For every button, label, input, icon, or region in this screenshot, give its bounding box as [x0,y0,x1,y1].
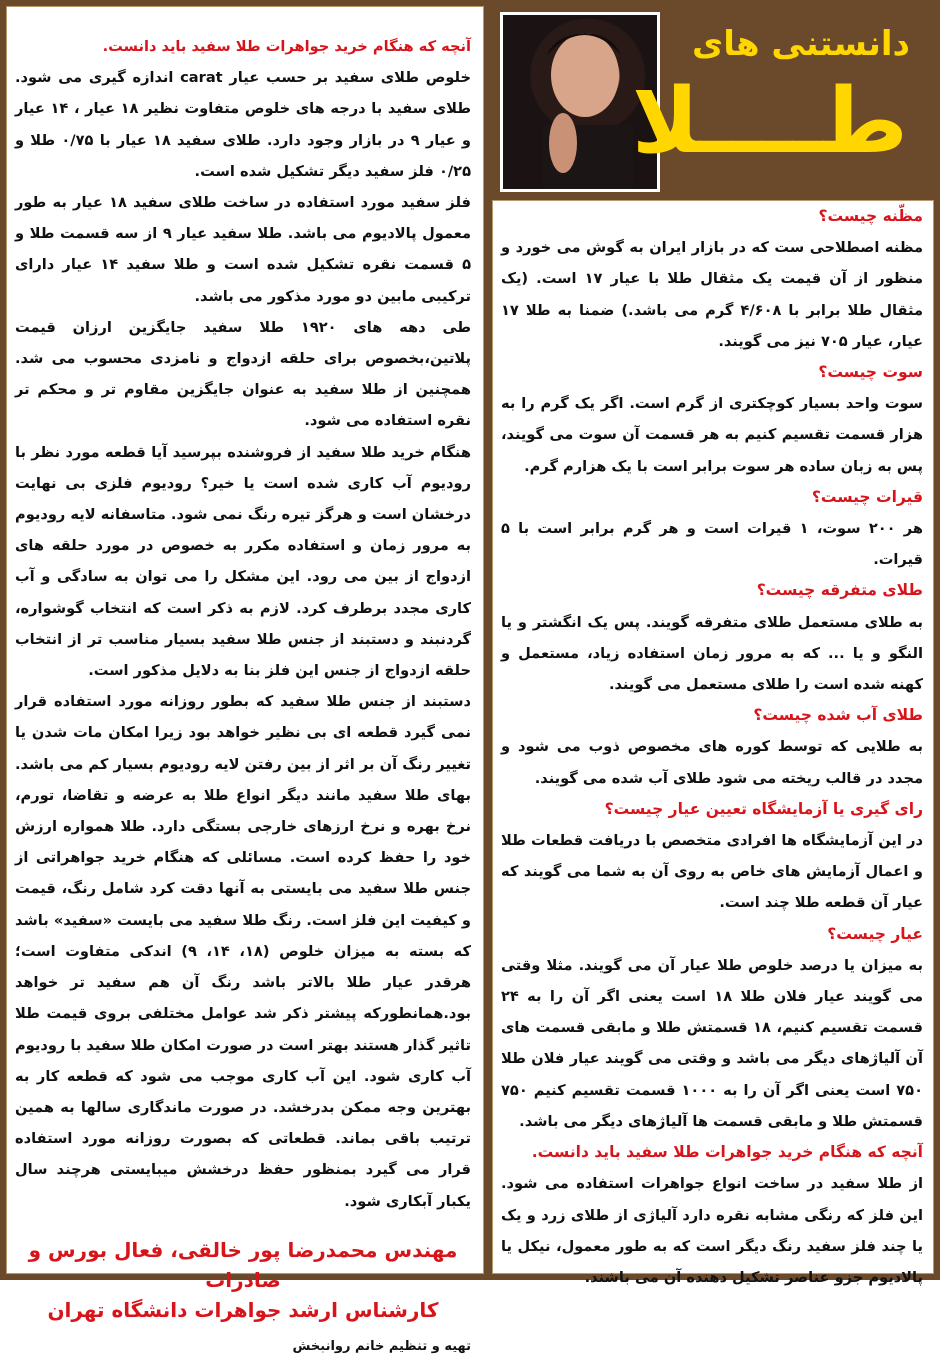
header-banner [492,6,934,196]
section-body: به طلای مستعمل طلای متفرقه گویند. پس یک انگشتر و یا النگو و یا ... که به مرور زمان استفاده زیاد، مستعمل و کهنه شده است را طلای مستعمل می گویند. [501,613,923,694]
section-body: به میزان یا درصد خلوص طلا عیار آن می گویند. مثلا وقتی می گویند عیار فلان طلا ۱۸ است یعنی اگر آن را به ۲۴ قسمت تقسیم کنیم، ۱۸ قسمتش طلا و مابقی قسمت های آن آلیاژهای دیگر می باشد و وقتی می گویند عیار فلان طلا ۷۵۰ است یعنی اگر آن را به ۱۰۰۰ قسمت تقسیم کنیم ۷۵۰ قسمتش طلا و مابقی قسمت ها آلیاژهای دیگر می باشد. [501,956,923,1130]
section-title: آنچه که هنگام خرید جواهرات طلا سفید باید دانست. [531,1143,923,1162]
left-paragraph: دستبند از جنس طلا سفید که بطور روزانه مورد استفاده قرار نمی گیرد قطعه ای بی نظیر خواهد بود زیرا امکان مات شدن یا تغییر رنگ آن بر اثر از بین رفتن لایه رودیوم بسیار کم می باشد. بهای طلا سفید مانند دیگر انواع طلا به عرضه و تقاضا، تورم، نرخ بهره و نرخ ارزهای خارجی بستگی دارد. طلا همواره ارزش خود را حفظ کرده است. مسائلی که هنگام خرید جواهراتی از جنس طلا سفید می بایستی به آنها دقت کرد شامل رنگ، قیمت و کیفیت این فلز است. رنگ طلا سفید می بایست «سفید» باشد که بسته به میزان خلوص (۱۸، ۱۴، ۹) اندکی متفاوت است؛هرقدر عیار طلا بالاتر باشد رنگ آن هم سفید تر خواهد بود.همانطورکه پیشتر ذکر شد عوامل مختلفی بروی قیمت طلا تاثیر گذار هستند بهتر است در صورت امکان طلا سفید با رودیوم آب کاری شود. این آب کاری موجب می شود که قطعه کار به بهترین وجه ممکن بدرخشد. در صورت ماندگاری سالها به همین ترتیب باقی بماند. قطعاتی که بصورت روزانه مورد استفاده قرار می گیرد بمنظور حفظ درخشش میبایستی هرچند سال یکبار آبکاری شود. [15,693,472,1210]
section-body: در این آزمایشگاه ها افرادی متخصص با دریافت قطعات طلا و اعمال آزمایش های خاص به روی آن به شما می گویند که عیار آن قطعه طلا چند است. [501,832,923,912]
section-body: از طلا سفید در ساخت انواع جواهرات استفاده می شود. این فلز که رنگی مشابه نقره دارد آلیاژی از طلای زرد و یک یا چند فلز سفید رنگ دیگر است که به طور معمول، نیکل یا پالادیوم جزو عناصر تشکیل دهنده آن می باشند. [501,1175,923,1286]
section-body: سوت واحد بسیار کوچکتری از گرم است. اگر یک گرم را به هزار قسمت تقسیم کنیم به هر قسمت آن سوت می گویند، پس به زبان ساده هر سوت برابر است با یک هزارم گرم. [501,395,923,475]
section-body: مظنه اصطلاحی ست که در بازار ایران به گوش می خورد و منظور از آن قیمت یک مثقال طلا با عیار ۱۷ است. (یک مثقال طلا برابر با ۴/۶۰۸ گرم می باشد.) ضمنا به طلا ۱۷ عیار، عیار ۷۰۵ نیز می گویند. [501,239,924,350]
section-title: سوت چیست؟ [818,363,923,382]
section-body: هر ۲۰۰ سوت، ۱ قیرات است و هر گرم برابر است با ۵ قیرات. [501,520,923,569]
credit-line: تهیه و تنظیم خانم روانبخش [292,1338,471,1354]
author-signature-line1: مهندس محمدرضا پور خالقی، فعال بورس و صادرات [28,1237,458,1292]
author-signature-line2: کارشناس ارشد جواهرات دانشگاه تهران [47,1297,439,1322]
section-title: عیار چیست؟ [827,924,923,943]
section-body: به طلایی که توسط کوره های مخصوص ذوب می شود و مجدد در قالب ریخته می شود طلای آب شده می گویند. [501,738,923,787]
left-paragraph: هنگام خرید طلا سفید از فروشنده بپرسید آیا قطعه مورد نظر با رودیوم آب کاری شده است یا خیر؟ رودیوم فلزی بی نهایت درخشان است و هرگز تیره رنگ نمی شود. متاسفانه لایه رودیوم به مرور زمان و استفاده مکرر به خصوص در مورد حلقه های ازدواج از بین می رود. این مشکل را می توان به سادگی و آب کاری مجدد برطرف کرد. لازم به ذکر است که انتخاب گوشواره، گردنبند و دستبند از جنس طلا سفید بسیار مناسب تر از انتخاب حلقه ازدواج از جنس این فلز بنا به دلایل مذکور است. [15,443,471,680]
section-title: رای گیری یا آزمایشگاه تعیین عیار چیست؟ [604,799,923,818]
section-title: طلای متفرقه چیست؟ [756,581,923,600]
left-paragraph: فلز سفید مورد استفاده در ساخت طلای سفید ۱۸ عیار به طور معمول پالادیوم می باشد. طلا سفید عیار ۹ از سه قسمت طلا و ۵ قسمت نقره تشکیل شده است و طلا سفید ۱۴ عیار دارای ترکیبی مابین دو مورد مذکور می باشد. [15,194,472,305]
left-paragraph: خلوص طلای سفید بر حسب عیار carat اندازه گیری می شود. طلای سفید با درجه های خلوص متفاوت نظیر ۱۸ عیار ، ۱۴ عیار و عیار ۹ در بازار وجود دارد. طلای سفید ۱۸ عیار با ۰/۷۵ طلا و ۰/۲۵ فلز سفید دیگر تشکیل شده است. [15,69,472,180]
left-paragraph: طی دهه های ۱۹۲۰ طلا سفید جایگزین ارزان قیمت پلاتین،بخصوص برای حلقه ازدواج و نامزدی محسوب می شد. همچنین از طلا سفید به عنوان جایگزین مقاوم تر و محکم تر نقره استفاده می شود. [15,318,471,430]
section-title: قیرات چیست؟ [811,487,923,506]
right-column [492,200,934,1286]
left-heading: آنچه که هنگام خرید جواهرات طلا سفید باید دانست. [102,38,471,55]
header-title-small: دانستنی های [692,24,910,64]
header-title-big: طــــلا [631,69,908,174]
section-title: طلای آب شده چیست؟ [753,706,923,725]
section-title: مظّنه چیست؟ [818,207,923,225]
left-column [6,6,484,1354]
